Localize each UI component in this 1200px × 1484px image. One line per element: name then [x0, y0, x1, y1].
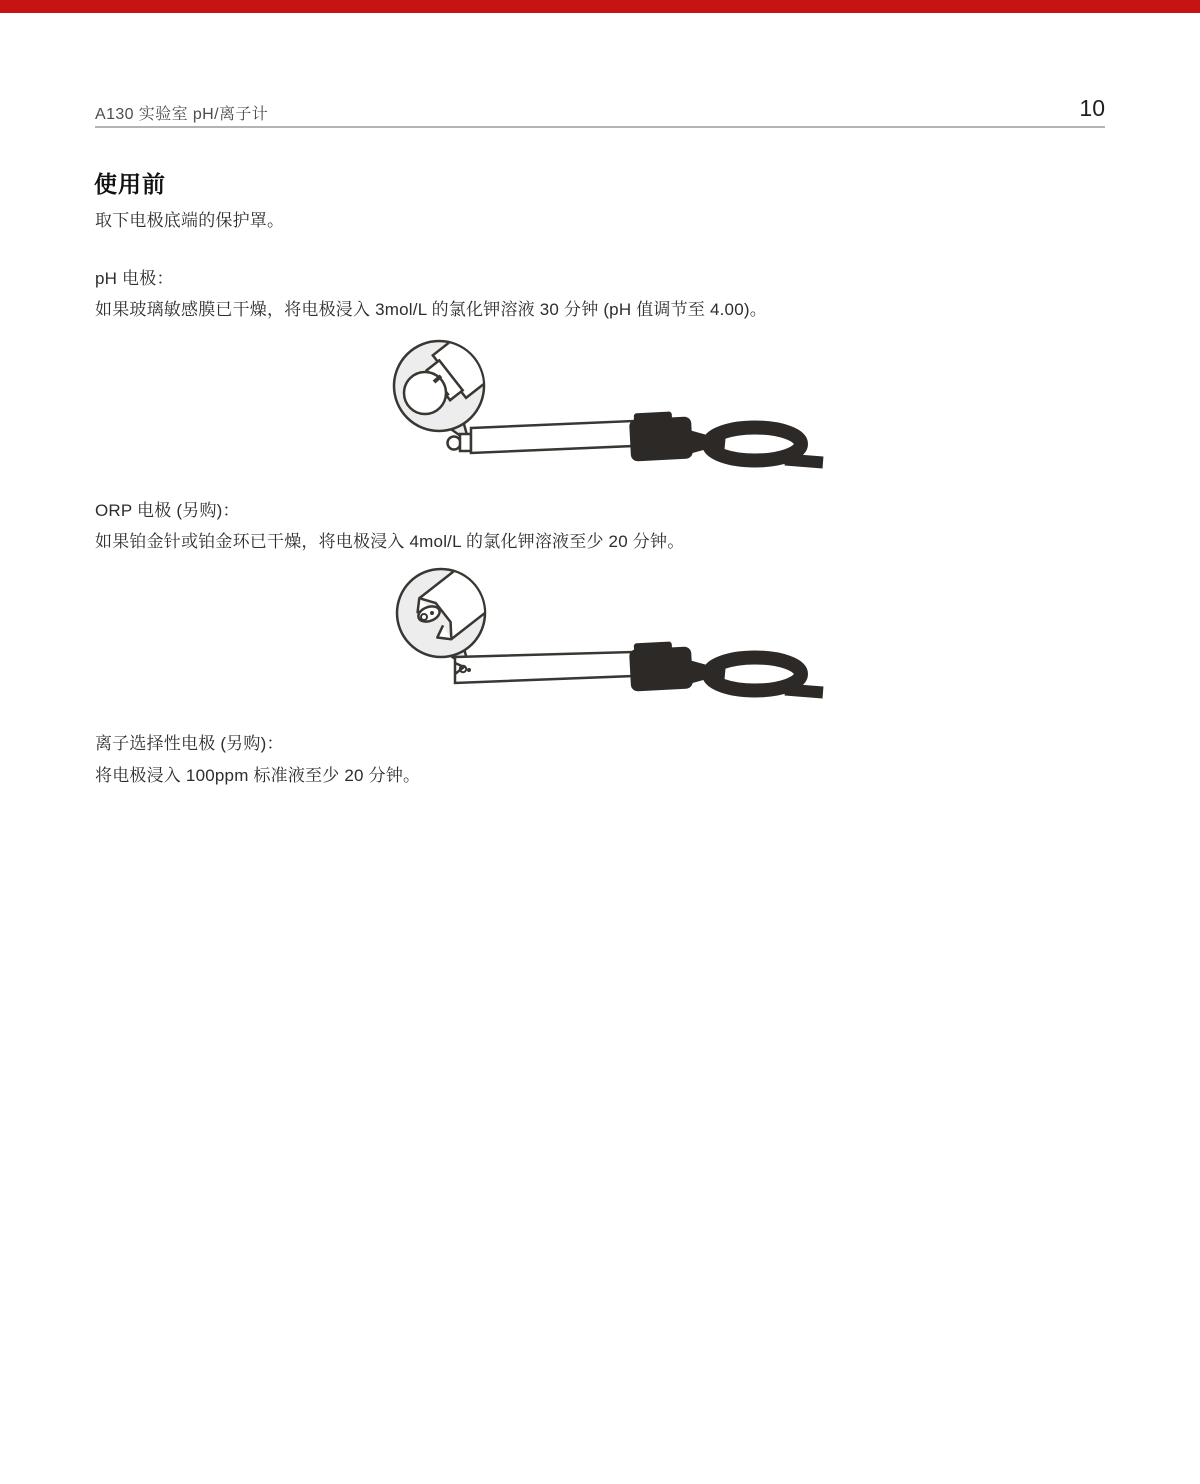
ph-electrode-label: pH 电极：: [95, 269, 174, 288]
ise-electrode-desc: 将电极浸入 100ppm 标准液至少 20 分钟。: [95, 766, 421, 785]
ph-electrode-illustration: [383, 332, 833, 474]
electrode-cap: [629, 411, 707, 461]
coiled-cable: [703, 428, 817, 463]
orp-electrode-label: ORP 电极 (另购)：: [95, 501, 240, 520]
ph-electrode-body: [448, 411, 818, 462]
header-doc-title: A130 实验室 pH/离子计: [95, 106, 269, 123]
page-number: 10: [1079, 95, 1105, 121]
orp-electrode-illustration: [383, 562, 833, 710]
intro-text: 取下电极底端的保护罩。: [95, 211, 285, 230]
electrode-cap: [629, 641, 707, 691]
coiled-cable: [703, 658, 817, 693]
header-divider: [95, 126, 1105, 128]
top-accent-bar: [0, 0, 1200, 13]
orp-electrode-body: [455, 641, 817, 692]
ise-electrode-label: 离子选择性电极 (另购)：: [95, 734, 284, 753]
section-title: 使用前: [94, 171, 166, 197]
orp-electrode-desc: 如果铂金针或铂金环已干燥，将电极浸入 4mol/L 的氯化钾溶液至少 20 分钟。: [95, 532, 685, 551]
ph-electrode-desc: 如果玻璃敏感膜已干燥，将电极浸入 3mol/L 的氯化钾溶液 30 分钟 (pH 值调节至 4.00)。: [95, 300, 767, 319]
